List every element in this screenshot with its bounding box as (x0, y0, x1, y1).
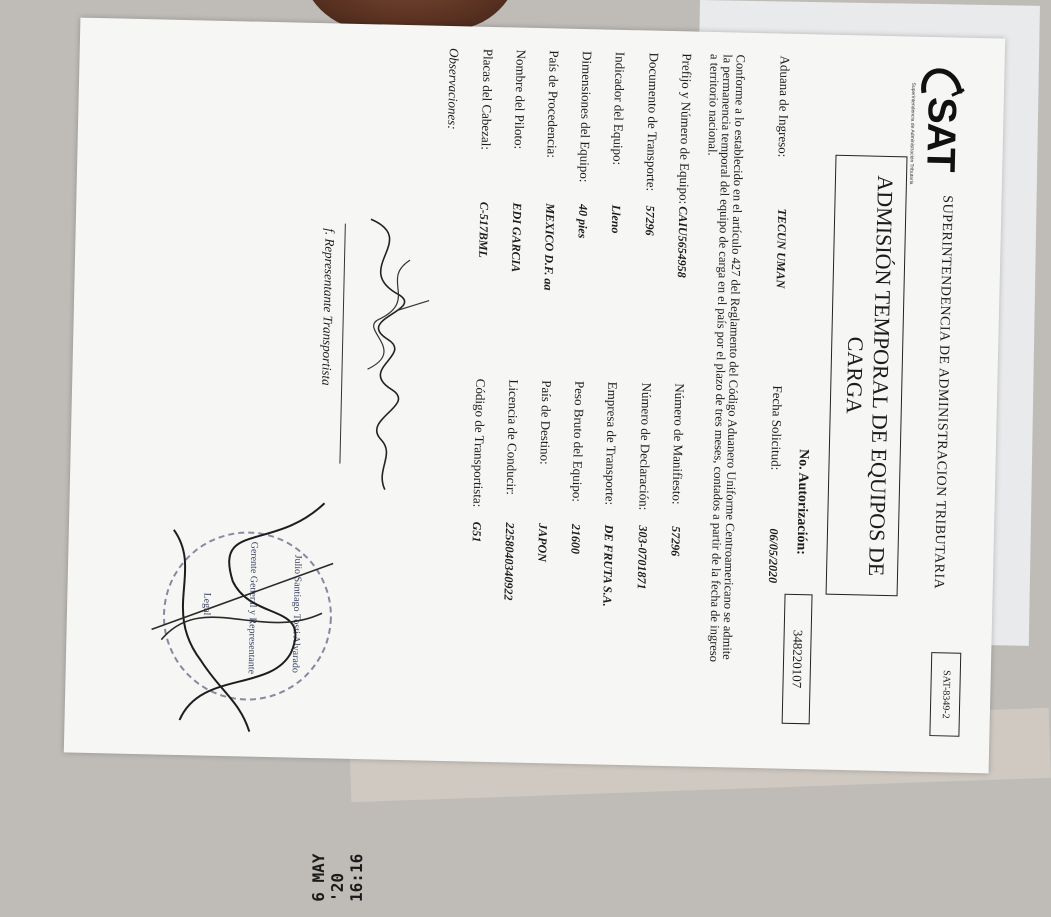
codigo-label: Código de Transportista: (470, 378, 489, 508)
procedencia-label: País de Procedencia: (544, 50, 562, 159)
doc-transporte-value: 57296 (642, 205, 658, 236)
dimensiones-label: Dimensiones del Equipo: (576, 50, 595, 183)
aduana-value: TECUN UMAN (773, 208, 790, 289)
placas-label: Placas del Cabezal: (478, 48, 496, 151)
stamp-line-3: Legal (200, 592, 213, 616)
date-stamp: 6 MAY '20 16:16 (308, 853, 367, 902)
legal-paragraph: Conforme a lo establecido en el artículo 427 del Reglamento del Código Aduanero Uniforme Centroamericano se admite la permanencia temporal del equipo de carga en el país por el plazo de tres meses, contados a partir de la fecha de ingreso a territorio nacional. (705, 53, 748, 663)
declaracion-label: Número de Declaración: (636, 382, 655, 511)
authorization-number: 348220107 (782, 594, 813, 725)
empresa-value: DE FRUTA S.A. (600, 524, 617, 607)
fecha-value: 06/05/2020 (765, 528, 782, 584)
fecha-label: Fecha Solicitud: (768, 385, 786, 471)
placas-value: C-517BML (476, 201, 492, 258)
dimensiones-value: 40 pies (575, 203, 591, 239)
logo-subtext: Superintendencia de Administración Tributaria (907, 82, 917, 185)
document-title: ADMISIÓN TEMPORAL DE EQUIPOS DE CARGA (826, 155, 908, 597)
declaracion-value: 303-0701871 (634, 525, 651, 590)
observaciones-label: Observaciones: (445, 47, 462, 130)
org-title: SUPERINTENDENCIA DE ADMINISTRACION TRIBUTARIA (930, 195, 955, 590)
manifiesto-label: Número de Manifiesto: (669, 383, 688, 505)
licencia-value: 2258040340922 (501, 522, 518, 601)
empresa-label: Empresa de Transporte: (602, 381, 621, 506)
authorization-label: No. Autorización: (793, 448, 811, 556)
indicador-label: Indicador del Equipo: (610, 51, 628, 166)
codigo-value: G51 (469, 521, 485, 543)
destino-value: JAPON (535, 523, 551, 563)
document-content (64, 18, 1005, 902)
prefijo-value: CAIU5654958 (674, 206, 691, 278)
document-sheet (64, 18, 1005, 902)
peso-label: Peso Bruto del Equipo: (569, 380, 588, 503)
aduana-label: Aduana de Ingreso: (775, 55, 793, 158)
peso-value: 21600 (568, 523, 584, 555)
stamp-signature (129, 489, 355, 754)
stamp-line-2: Gerente General y Representante (245, 541, 260, 675)
manifiesto-value: 57296 (668, 526, 684, 557)
piloto-label: Nombre del Piloto: (511, 49, 529, 150)
procedencia-value: MEXICO D.F. aa (541, 203, 558, 291)
prefijo-label: Prefijo y Número de Equipo: (676, 53, 695, 205)
logo-text: SAT (918, 96, 964, 172)
indicador-value: Lleno (608, 204, 624, 234)
doc-transporte-label: Documento de Transporte: (643, 52, 662, 192)
form-code: SAT-8349-2 (929, 652, 961, 737)
signature-label: f. Representante Transportista (319, 228, 338, 386)
licencia-label: Licencia de Conducir: (503, 379, 522, 496)
destino-label: País de Destino: (537, 380, 555, 465)
stamp-line-1: Julio Santiago Tosti Alvarado (289, 554, 304, 674)
piloto-value: EDI GARCIA (508, 202, 525, 273)
